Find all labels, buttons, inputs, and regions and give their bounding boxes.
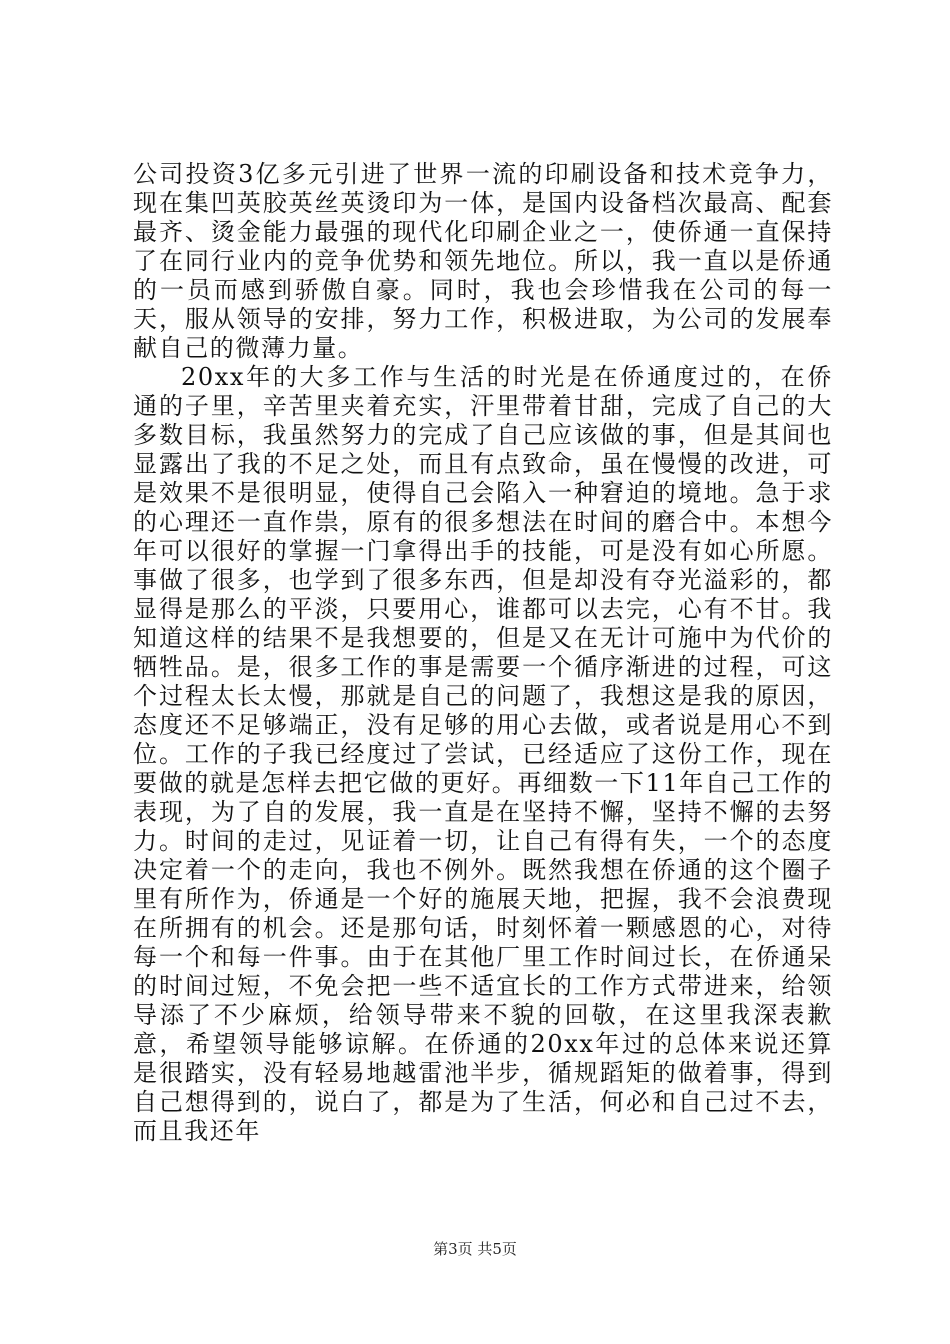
document-body <box>133 160 833 1146</box>
page-number: 第3页 共5页 <box>433 1240 517 1258</box>
page-footer <box>0 1239 950 1259</box>
paragraph-main: 20xx年的大多工作与生活的时光是在侨通度过的，在侨通的子里，辛苦里夹着充实，汗里带着甘甜，完成了自己的大多数目标，我虽然努力的完成了自己应该做的事，但是其间也显露出了我的不足之处，而且有点致命，虽在慢慢的改进，可是效果不是很明显，使得自己会陷入一种窘迫的境地。急于求的心理还一直作祟，原有的很多想法在时间的磨合中。本想今年可以很好的掌握一门拿得出手的技能，可是没有如心所愿。事做了很多，也学到了很多东西，但是却没有夺光溢彩的，都显得是那么的平淡，只要用心，谁都可以去完，心有不甘。我知道这样的结果不是我想要的，但是又在无计可施中为代价的牺牲品。是，很多工作的事是需要一个循序渐进的过程，可这个过程太长太慢，那就是自己的问题了，我想这是我的原因，态度还不足够端正，没有足够的用心去做，或者说是用心不到位。工作的子我已经度过了尝试，已经适应了这份工作，现在要做的就是怎样去把它做的更好。再细数一下11年自己工作的表现，为了自的发展，我一直是在坚持不懈，坚持不懈的去努力。时间的走过，见证着一切，让自己有得有失，一个的态度决定着一个的走向，我也不例外。既然我想在侨通的这个圈子里有所作为，侨通是一个好的施展天地，把握，我不会浪费现在所拥有的机会。还是那句话，时刻怀着一颗感恩的心，对待每一个和每一件事。由于在其他厂里工作时间过长，在侨通呆的时间过短，不免会把一些不适宜长的工作方式带进来，给领导添了不少麻烦，给领导带来不貌的回敬，在这里我深表歉意，希望领导能够谅解。在侨通的20xx年过的总体来说还算是很踏实，没有轻易地越雷池半步，循规蹈矩的做着事，得到自己想得到的，说白了，都是为了生活，何必和自己过不去，而且我还年 <box>133 363 833 1145</box>
paragraph-continued: 公司投资3亿多元引进了世界一流的印刷设备和技术竞争力，现在集凹英胶英丝英烫印为一体，是国内设备档次最高、配套最齐、烫金能力最强的现代化印刷企业之一，使侨通一直保持了在同行业内的竞争优势和领先地位。所以，我一直以是侨通的一员而感到骄傲自豪。同时，我也会珍惜我在公司的每一天，服从领导的安排，努力工作，积极进取，为公司的发展奉献自己的微薄力量。 <box>133 160 833 362</box>
